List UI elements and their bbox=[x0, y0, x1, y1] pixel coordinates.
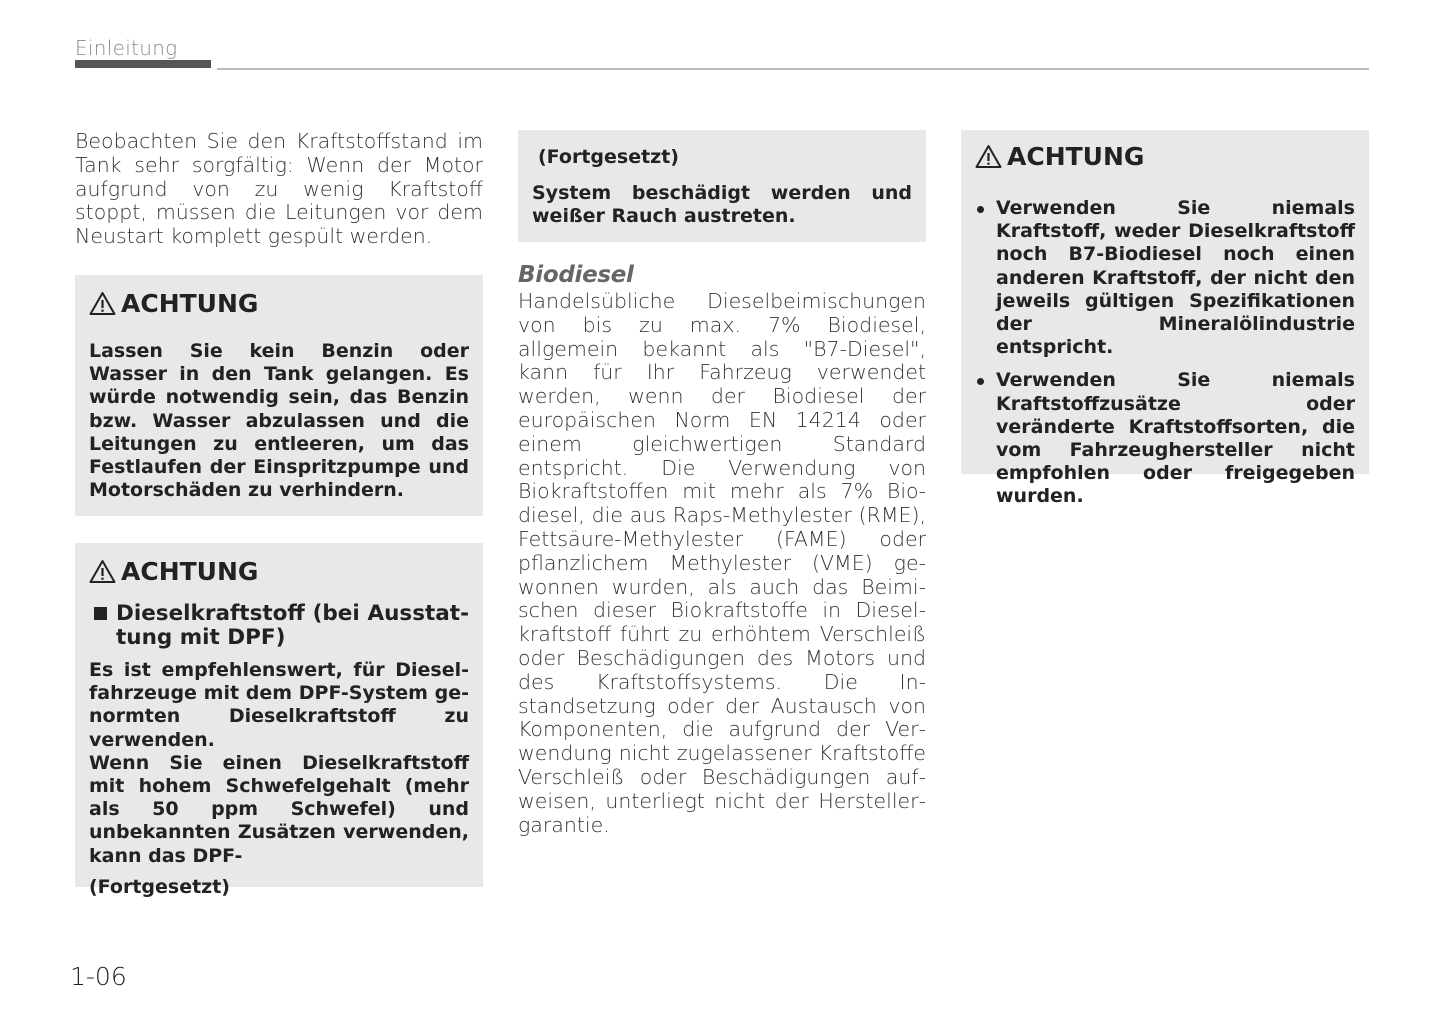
continued-label: (Fortgesetzt) bbox=[89, 875, 230, 898]
bullet-dot-icon bbox=[977, 378, 984, 385]
continued-warning-text: System beschädigt werden und weißer Rauch austreten. bbox=[532, 182, 912, 228]
list-item bbox=[975, 369, 1355, 508]
warning-box-benzin bbox=[75, 275, 483, 516]
warning-box-diesel-dpf bbox=[75, 543, 483, 898]
warning-title-text: ACHTUNG bbox=[121, 556, 259, 586]
warning-title-text: ACHTUNG bbox=[121, 288, 259, 318]
column-right bbox=[961, 130, 1369, 508]
bullet-text: Verwenden Sie niemals Kraftstoff, weder Dieselkraftstoff noch B7-Biodiesel noch einen anderen Kraftstoff, der nicht den jeweils gültigen Spezifikationen der Mineralölindustrie entspricht. bbox=[996, 197, 1355, 359]
section-header: Einleitung bbox=[75, 36, 178, 60]
warning-title-text: ACHTUNG bbox=[1007, 142, 1145, 171]
warning-bullet-list bbox=[975, 197, 1355, 509]
page-number: 1-06 bbox=[70, 962, 127, 991]
warning-triangle-icon bbox=[975, 144, 1002, 169]
subheading-text: Dieselkraftstoff (bei Ausstattung mit DPF) bbox=[116, 600, 469, 650]
warning-title bbox=[975, 142, 1355, 171]
biodiesel-paragraph: Handelsübliche Dieselbeimischungen von bis zu max. 7% Biodiesel, allgemein bekannt als "B7-Diesel", kann für Ihr Fahrzeug verwendet werden, wenn der Biodiesel der europäischen Norm EN 14214 oder einem gleichwertigen Standard entspricht. Die Verwendung von Biokraftstoffen mit mehr als 7% Biodiesel, die aus Raps-Methylester (RME), Fettsäure-Methylester (FAME) oder pflanzlichem Methylester (VME) gewonnen wurden, als auch das Beimischen dieser Biokraftstoffe in Dieselkraftstoff führt zu erhöhtem Verschleiß oder Beschädigungen des Motors und des Kraftstoffsystems. Die Instandsetzung oder der Austausch von Komponenten, die aufgrund der Verwendung nicht zugelassener Kraftstoffe Verschleiß oder Beschädigungen aufweisen, unterliegt nicht der Herstellergarantie. bbox=[518, 289, 926, 837]
continued-label: (Fortgesetzt) bbox=[538, 146, 679, 168]
header-bar-accent bbox=[75, 60, 211, 68]
warning-text: Lassen Sie kein Benzin oder Wasser in den Tank gelangen. Es würde notwendig sein, das Benzin bzw. Wasser abzulassen und die Leitungen zu entleeren, um das Festlaufen der Einspritzpumpe und Motorschäden zu verhindern. bbox=[89, 339, 469, 502]
list-item bbox=[975, 197, 1355, 359]
bullet-dot-icon bbox=[977, 206, 984, 213]
warning-title bbox=[89, 289, 469, 318]
biodiesel-heading: Biodiesel bbox=[518, 262, 634, 288]
warning-box-fuel-types bbox=[961, 130, 1369, 508]
diesel-recommendation-text: Es ist empfehlenswert, für Dieselfahrzeuge mit dem DPF-System genormten Dieselkraftstoff zu verwenden. bbox=[89, 658, 469, 751]
column-middle bbox=[518, 130, 926, 837]
square-bullet-icon bbox=[94, 607, 107, 620]
diesel-sulfur-text: Wenn Sie einen Dieselkraftstoff mit hohem Schwefelgehalt (mehr als 50 ppm Schwefel) und unbekannten Zusätzen verwenden, kann das DPF- bbox=[89, 751, 469, 867]
warning-triangle-icon bbox=[89, 559, 116, 584]
header-rule bbox=[217, 68, 1369, 70]
column-left bbox=[75, 129, 483, 898]
intro-paragraph: Beobachten Sie den Kraftstoffstand im Tank sehr sorgfältig: Wenn der Motor aufgrund von zu wenig Kraftstoff stoppt, müssen die Leitungen vor dem Neustart komplett gespült werden. bbox=[75, 129, 483, 249]
diesel-dpf-subheading bbox=[89, 602, 469, 650]
warning-title bbox=[89, 557, 469, 586]
continued-warning-box bbox=[518, 130, 926, 242]
warning-triangle-icon bbox=[89, 291, 116, 316]
bullet-text: Verwenden Sie niemals Kraftstoffzusätze oder veränderte Kraftstoffsorten, die vom Fahrzeughersteller nicht empfohlen oder freigegeben wurden. bbox=[996, 369, 1355, 508]
